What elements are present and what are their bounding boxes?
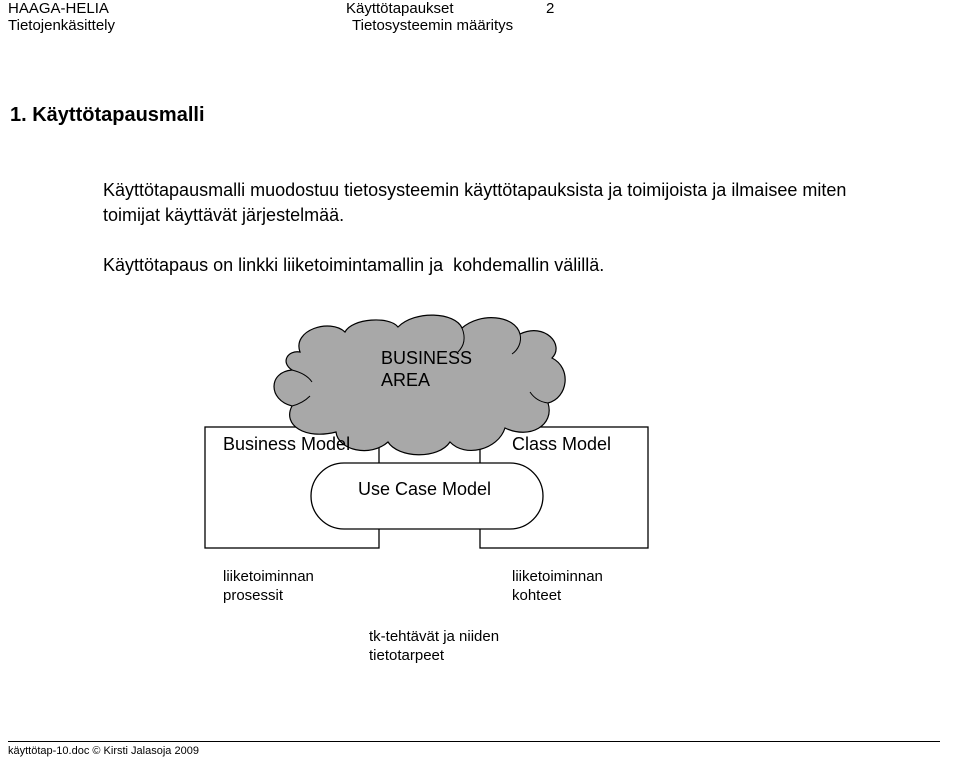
- section-paragraph-1: Käyttötapausmalli muodostuu tietosysteemin käyttötapauksista ja toimijoista ja ilmaisee miten toimijat käyttävät järjestelmää.: [103, 180, 847, 225]
- use-case-model-label: Use Case Model: [358, 479, 492, 499]
- label-center: [369, 627, 499, 665]
- label-right: [512, 567, 603, 605]
- class-model-label: Class Model: [512, 434, 612, 454]
- section-paragraph-2: Käyttötapaus on linkki liiketoimintamallin ja kohdemallin välillä.: [103, 255, 605, 275]
- header-dept: Tietojenkäsittely: [8, 17, 115, 34]
- label-left-line1: liiketoiminnan: [223, 568, 314, 585]
- header-doc-title: Käyttötapaukset: [346, 0, 454, 17]
- header-page-number: 2: [546, 0, 555, 17]
- footer-text: käyttötap-10.doc © Kirsti Jalasoja 2009: [8, 745, 199, 757]
- label-right-line1: liiketoiminnan: [512, 568, 603, 585]
- header-org: HAAGA-HELIA: [8, 0, 109, 17]
- section-heading: 1. Käyttötapausmalli: [10, 104, 205, 126]
- label-left: [223, 567, 314, 605]
- footer-divider: [8, 741, 940, 742]
- header-course: Tietosysteemin määritys: [352, 17, 514, 34]
- cloud-label-line1: BUSINESS: [381, 348, 473, 368]
- business-model-label: Business Model: [223, 434, 351, 454]
- cloud-label-line2: AREA: [381, 370, 431, 390]
- label-left-line2: prosessit: [223, 587, 284, 604]
- label-right-line2: kohteet: [512, 587, 562, 604]
- label-center-line2: tietotarpeet: [369, 647, 445, 664]
- label-center-line1: tk-tehtävät ja niiden: [369, 628, 500, 645]
